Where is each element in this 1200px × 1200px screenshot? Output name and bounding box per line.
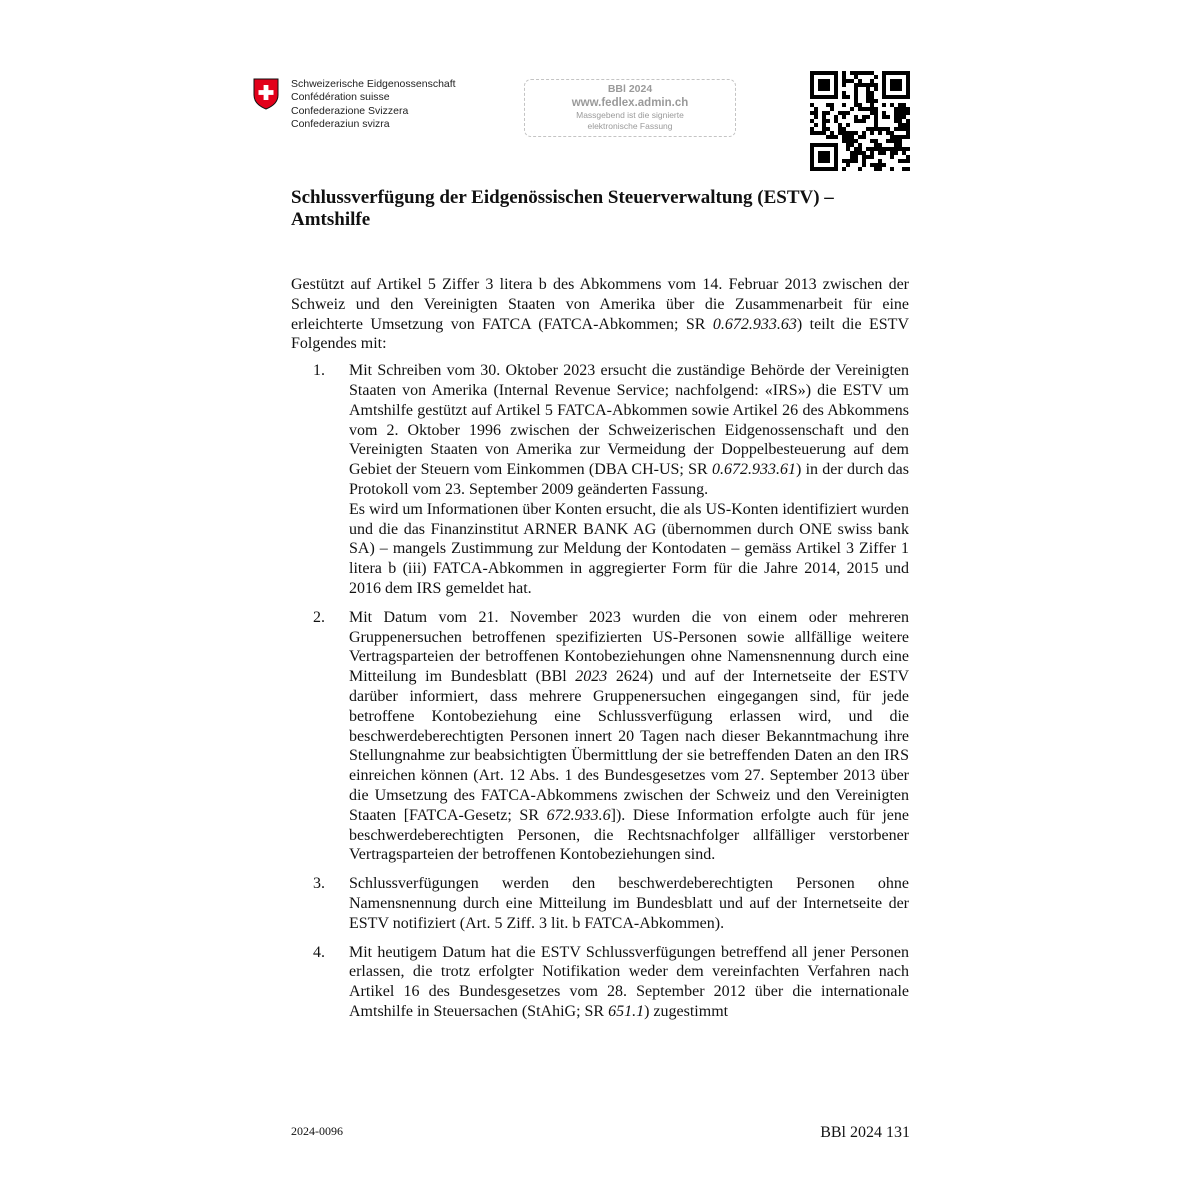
- federal-administration-names: [291, 78, 456, 131]
- list-item-4: [291, 943, 909, 1022]
- stamp-url: www.fedlex.admin.ch: [571, 97, 689, 109]
- list-item-number: 1.: [313, 362, 325, 380]
- sr-citation: 672.933.6: [546, 806, 611, 824]
- list-item-1: [291, 361, 909, 599]
- list-item-number: 4.: [313, 943, 325, 961]
- page-title: [291, 187, 911, 231]
- list-item-paragraph: Mit heutigem Datum hat die ESTV Schlussverfügungen betreffend all jener Personen erlassen, die trotz erfolgter Notifikation weder dem vereinfachten Verfahren nach Artikel 16 des Bundesgesetzes vom 28. September 2012 über die internationale Amtshilfe in Steuersachen (StAhiG; SR 651.1) zugestimmt: [349, 943, 909, 1020]
- list-item-paragraph: Mit Datum vom 21. November 2023 wurden die von einem oder mehreren Gruppenersuchen betroffenen spezifizierten US-Personen sowie allfällige weitere Vertragsparteien der betroffenen Kontobeziehungen ohne Namensnennung durch eine Mitteilung im Bundesblatt (BBl 2023 2624) und auf der Internetseite der ESTV darüber informiert, dass mehrere Gruppenersuchen eingegangen sind, für jede betroffene Kontobeziehung eine Schlussverfügung erlassen wird, und die beschwerdeberechtigten Personen innert 20 Tagen nach dieser Bekanntmachung ihre Stellungnahme zur beabsichtigten Übermittlung der sie betreffenden Daten an den IRS einreichen können (Art. 12 Abs. 1 des Bundesgesetzes vom 27. September 2013 über die Umsetzung des FATCA-Abkommens zwischen der Schweiz und den Vereinigten Staaten [FATCA-Gesetz; SR 672.933.6]). Diese Information erfolgte auch für jene beschwerdeberechtigten Personen, die Rechtsnachfolger allfälliger verstorbener Vertragsparteien der betroffenen Kontobeziehungen sind.: [349, 608, 910, 864]
- list-item-paragraph: Schlussverfügungen werden den beschwerdeberechtigten Personen ohne Namensnennung durch eine Mitteilung im Bundesblatt und auf der Internetseite der ESTV notifiziert (Art. 5 Ziff. 3 lit. b FATCA-Abkommen).: [349, 875, 909, 932]
- federal-name-fr: Confédération suisse: [291, 91, 390, 104]
- swiss-coat-of-arms-icon: [253, 78, 279, 110]
- list-item-3: [291, 874, 909, 933]
- sr-citation: 0.672.933.63: [712, 315, 797, 333]
- page-reference: BBl 2024 131: [820, 1124, 910, 1141]
- federal-name-de: Schweizerische Eidgenossenschaft: [291, 78, 456, 90]
- sr-citation: 651.1: [608, 1002, 645, 1020]
- list-item-number: 3.: [313, 875, 325, 893]
- sr-citation: 0.672.933.61: [711, 461, 796, 479]
- federal-name-it: Confederazione Svizzera: [291, 104, 409, 117]
- title-line-2: Amtshilfe: [291, 209, 371, 230]
- stamp-issue: BBl 2024: [607, 83, 653, 95]
- stamp-note-1: Massgebend ist die signierte: [576, 110, 684, 120]
- list-item-paragraph: Es wird um Informationen über Konten ersucht, die als US-Konten identifiziert wurden und die das Finanzinstitut ARNER BANK AG (übernommen durch ONE swiss bank SA) – mangels Zustimmung zur Meldung der Kontodaten – gemäss Artikel 3 Ziffer 1 litera b (iii) FATCA-Abkommen in aggregierter Form für die Jahre 2014, 2015 und 2016 dem IRS gemeldet hat.: [349, 500, 909, 597]
- bbl-year: 2023: [575, 668, 608, 686]
- list-item-paragraph: Mit Schreiben vom 30. Oktober 2023 ersucht die zuständige Behörde der Vereinigten Staaten von Amerika (Internal Revenue Service; nachfolgend: «IRS») die ESTV um Amtshilfe gestützt auf Artikel 5 FATCA-Abkommen sowie Artikel 26 des Abkommens vom 2. Oktober 1996 zwischen der Schweizerischen Eidgenossenschaft und den Vereinigten Staaten von Amerika zur Vermeidung der Doppelbesteuerung auf dem Gebiet der Steuern vom Einkommen (DBA CH-US; SR 0.672.933.61) in der durch das Protokoll vom 23. September 2009 geänderten Fassung.: [349, 362, 910, 498]
- stamp-note-2: elektronische Fassung: [587, 120, 673, 131]
- list-item-number: 2.: [313, 608, 325, 626]
- federal-name-rm: Confederaziun svizra: [291, 117, 390, 130]
- title-line-1: Schlussverfügung der Eidgenössischen Steuerverwaltung (ESTV) –: [291, 187, 834, 208]
- intro-paragraph: Gestützt auf Artikel 5 Ziffer 3 litera b des Abkommens vom 14. Februar 2013 zwischen der Schweiz und den Vereinigten Staaten von Amerika über die Zusammenarbeit für eine erleichterte Umsetzung von FATCA (FATCA-Abkommen; SR 0.672.933.63) teilt die ESTV Folgendes mit:: [291, 276, 909, 353]
- qr-code-icon: [810, 71, 910, 171]
- document-body: [291, 275, 909, 1031]
- document-id: 2024-0096: [291, 1124, 343, 1138]
- list-item-2: [291, 608, 909, 865]
- publication-stamp: [524, 79, 736, 137]
